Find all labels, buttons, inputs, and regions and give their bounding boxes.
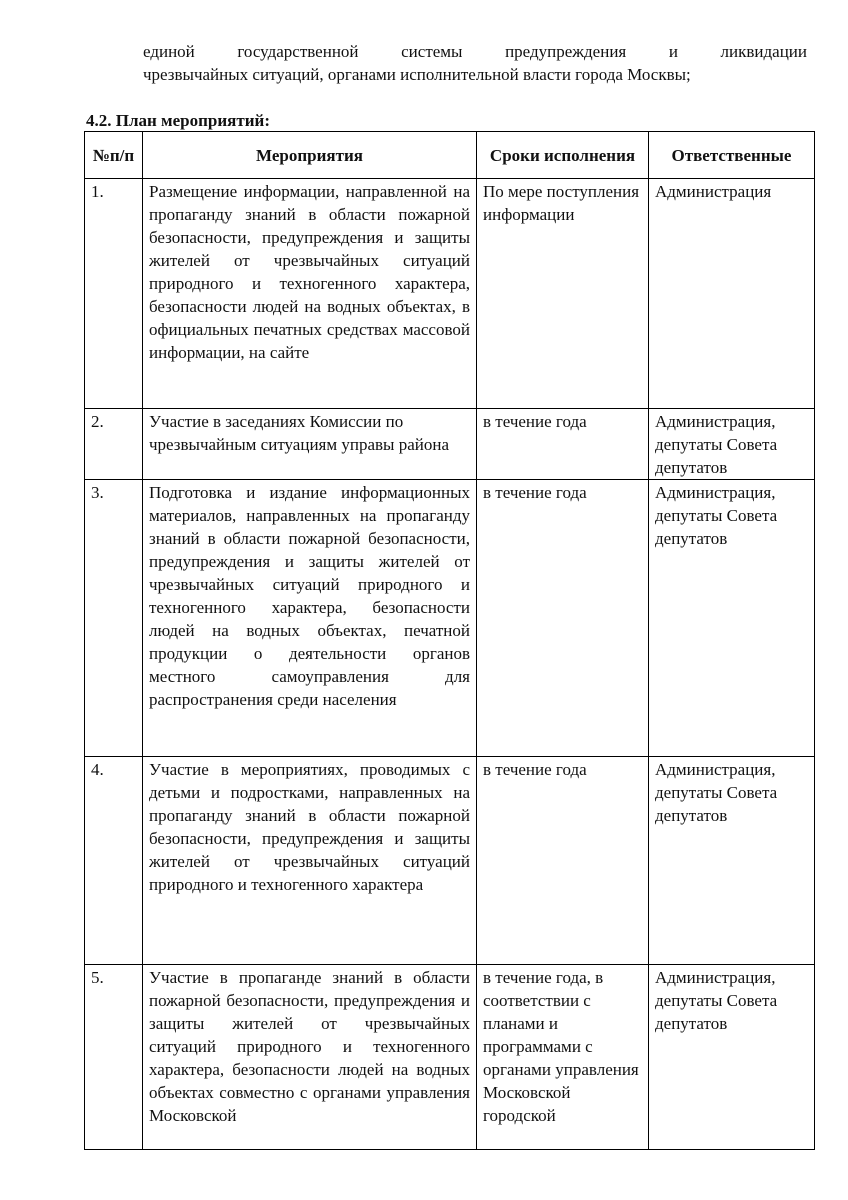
section-title: 4.2. План мероприятий: — [86, 111, 270, 130]
row-activity: Участие в заседаниях Комиссии по чрезвычайным ситуациям управы района — [143, 409, 477, 480]
row-responsible: Администрация, депутаты Совета депутатов — [649, 409, 815, 480]
intro-line-2: чрезвычайных ситуаций, органами исполнительной власти города Москвы; — [143, 65, 691, 84]
intro-paragraph — [143, 40, 807, 86]
table-row — [85, 409, 815, 480]
row-activity: Подготовка и издание информационных материалов, направленных на пропаганду знаний в области пожарной безопасности, предупреждения и защиты жителей от чрезвычайных ситуаций природного и техногенного характера, безопасности людей на водных объектах, печатной продукции о деятельности органов местного самоуправления для распространения среди населения — [143, 480, 477, 757]
table-row — [85, 480, 815, 757]
row-number: 4. — [85, 757, 143, 965]
row-responsible: Администрация, депутаты Совета депутатов — [649, 757, 815, 965]
row-terms: в течение года — [477, 757, 649, 965]
row-terms: По мере поступления информации — [477, 179, 649, 409]
row-responsible: Администрация, депутаты Совета депутатов — [649, 965, 815, 1150]
table-header-row — [85, 132, 815, 179]
row-activity: Размещение информации, направленной на пропаганду знаний в области пожарной безопасности, предупреждения и защиты жителей от чрезвычайных ситуаций природного и техногенного характера, безопасности людей на водных объектах, в официальных печатных средствах массовой информации, на сайте — [143, 179, 477, 409]
table-row — [85, 757, 815, 965]
header-num: №п/п — [85, 132, 143, 179]
header-terms: Сроки исполнения — [477, 132, 649, 179]
row-terms: в течение года — [477, 480, 649, 757]
header-responsible: Ответственные — [649, 132, 815, 179]
table-row — [85, 179, 815, 409]
row-terms: в течение года, в соответствии с планами и программами с органами управления Московской городской — [477, 965, 649, 1150]
row-number: 3. — [85, 480, 143, 757]
row-activity: Участие в пропаганде знаний в области пожарной безопасности, предупреждения и защиты жителей от чрезвычайных ситуаций природного и техногенного характера, безопасности людей на водных объектах совместно с органами управления Московской — [143, 965, 477, 1150]
row-responsible: Администрация, депутаты Совета депутатов — [649, 480, 815, 757]
row-terms: в течение года — [477, 409, 649, 480]
activity-plan-table — [84, 131, 815, 1150]
row-number: 5. — [85, 965, 143, 1150]
row-number: 2. — [85, 409, 143, 480]
row-activity: Участие в мероприятиях, проводимых с детьми и подростками, направленных на пропаганду знаний в области пожарной безопасности, предупреждения и защиты жителей от чрезвычайных ситуаций природного и техногенного характера — [143, 757, 477, 965]
table-row — [85, 965, 815, 1150]
header-activity: Мероприятия — [143, 132, 477, 179]
intro-line-1: единой государственной системы предупреждения и ликвидации — [143, 42, 807, 61]
row-number: 1. — [85, 179, 143, 409]
row-responsible: Администрация — [649, 179, 815, 409]
